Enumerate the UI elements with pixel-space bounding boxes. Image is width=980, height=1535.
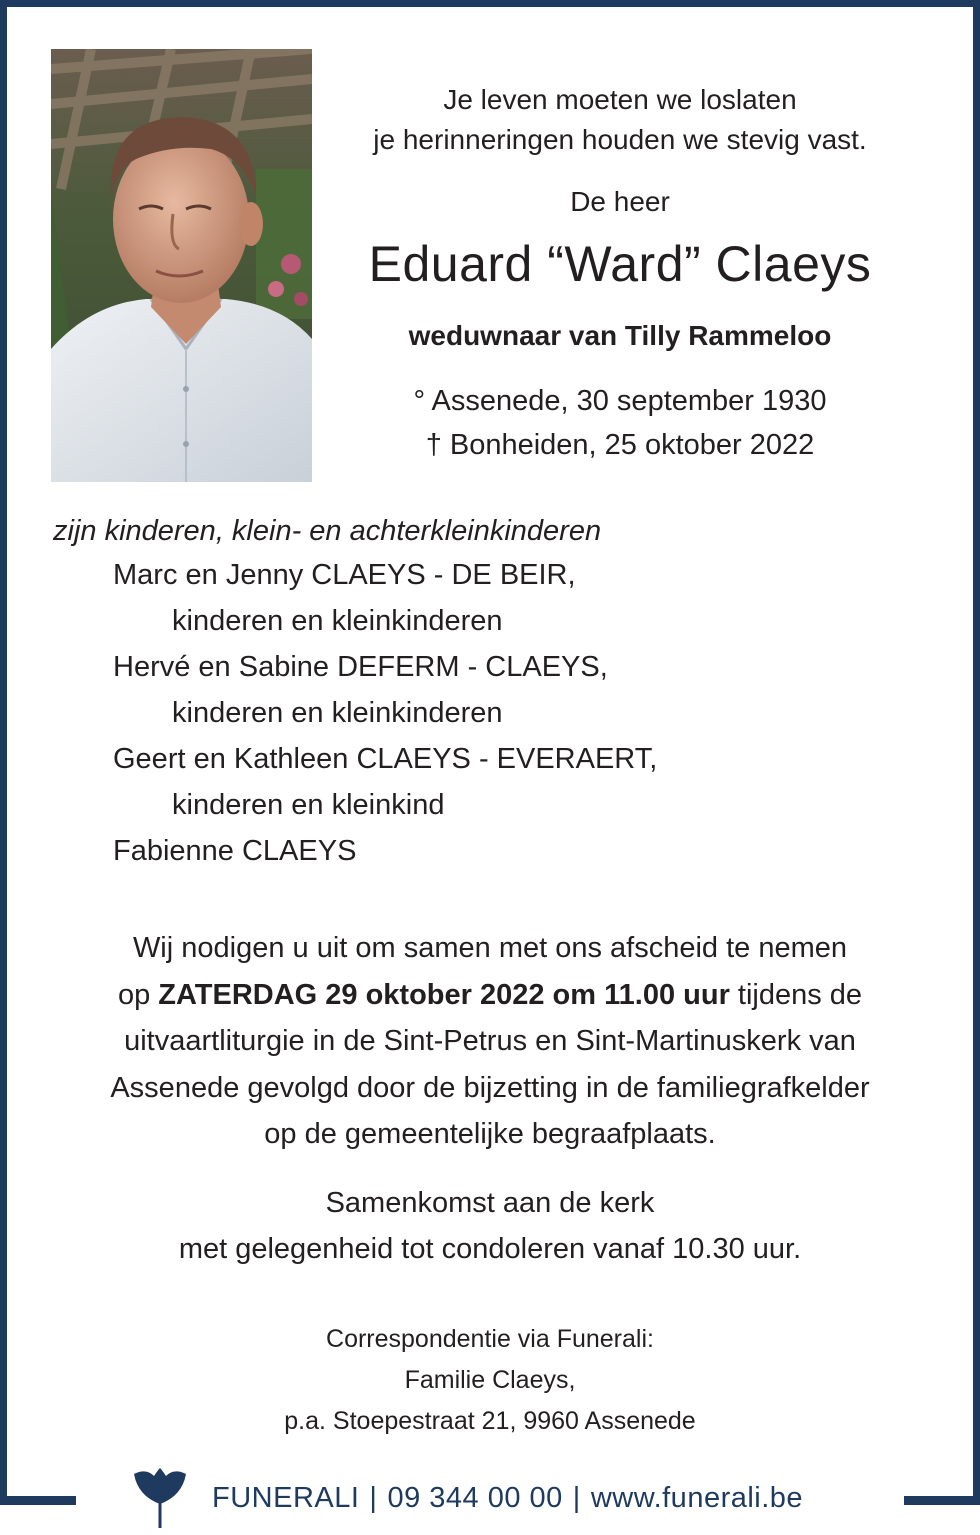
quote-line-2: je herinneringen houden we stevig vast. bbox=[373, 124, 867, 155]
frame-top-border bbox=[0, 0, 980, 7]
quote-line-1: Je leven moeten we loslaten bbox=[443, 84, 797, 115]
correspondence-line-2: Familie Claeys, bbox=[404, 1366, 576, 1394]
life-dates bbox=[332, 379, 908, 467]
footer-website-link[interactable]: www.funerali.be bbox=[590, 1482, 804, 1514]
birth-date: ° Assenede, 30 september 1930 bbox=[413, 385, 827, 417]
invitation-line-3: uitvaartliturgie in de Sint-Petrus en Sint-Martinuskerk van bbox=[124, 1025, 856, 1057]
portrait-photo bbox=[51, 49, 312, 482]
invitation-line-4: Assenede gevolgd door de bijzetting in de familiegrafkelder bbox=[110, 1071, 870, 1104]
family-line: Marc en Jenny CLAEYS - DE BEIR, bbox=[113, 559, 576, 591]
deceased-title: De heer bbox=[570, 186, 670, 217]
memorial-quote bbox=[332, 80, 908, 160]
ginkgo-leaf-icon bbox=[132, 1466, 188, 1528]
funeral-invitation bbox=[30, 925, 950, 1158]
invitation-line-5: op de gemeentelijke begraafplaats. bbox=[264, 1118, 716, 1150]
gathering-line-1: Samenkomst aan de kerk bbox=[325, 1187, 655, 1219]
family-line: kinderen en kleinkinderen bbox=[172, 605, 503, 637]
death-date: † Bonheiden, 25 oktober 2022 bbox=[425, 429, 815, 461]
correspondence-address bbox=[30, 1319, 950, 1442]
invitation-line-2-pre: op bbox=[117, 978, 159, 1011]
frame-bottom-right-border bbox=[904, 1496, 980, 1505]
gathering-info bbox=[30, 1180, 950, 1272]
family-intro: zijn kinderen, klein- en achterkleinkinderen bbox=[53, 515, 602, 547]
footer-brand: FUNERALI bbox=[212, 1482, 360, 1514]
frame-bottom-left-border bbox=[0, 1496, 76, 1505]
gathering-line-2: met gelegenheid tot condoleren vanaf 10.30 uur. bbox=[178, 1233, 802, 1265]
service-datetime: ZATERDAG 29 oktober 2022 om 11.00 uur bbox=[158, 978, 730, 1011]
frame-left-border bbox=[0, 0, 7, 1505]
footer-separator: | bbox=[572, 1482, 581, 1514]
deceased-relation: weduwnaar van Tilly Rammeloo bbox=[408, 320, 832, 351]
footer-separator: | bbox=[369, 1482, 378, 1514]
footer-contact bbox=[212, 1476, 803, 1520]
invitation-line-2-post: tijdens de bbox=[729, 978, 863, 1011]
family-line: kinderen en kleinkind bbox=[172, 789, 445, 821]
correspondence-line-3: p.a. Stoepestraat 21, 9960 Assenede bbox=[284, 1407, 696, 1435]
invitation-line-1: Wij nodigen u uit om samen met ons afscheid te nemen bbox=[132, 932, 848, 964]
footer-phone[interactable]: 09 344 00 00 bbox=[387, 1482, 563, 1514]
deceased-name: Eduard “Ward” Claeys bbox=[368, 236, 872, 292]
correspondence-line-1: Correspondentie via Funerali: bbox=[326, 1325, 654, 1353]
family-line: kinderen en kleinkinderen bbox=[172, 697, 503, 729]
family-line: Geert en Kathleen CLAEYS - EVERAERT, bbox=[113, 743, 658, 775]
frame-right-border bbox=[973, 0, 980, 1505]
family-line: Hervé en Sabine DEFERM - CLAEYS, bbox=[113, 651, 608, 683]
family-line: Fabienne CLAEYS bbox=[113, 835, 357, 867]
invitation-line-2 bbox=[30, 972, 950, 1019]
